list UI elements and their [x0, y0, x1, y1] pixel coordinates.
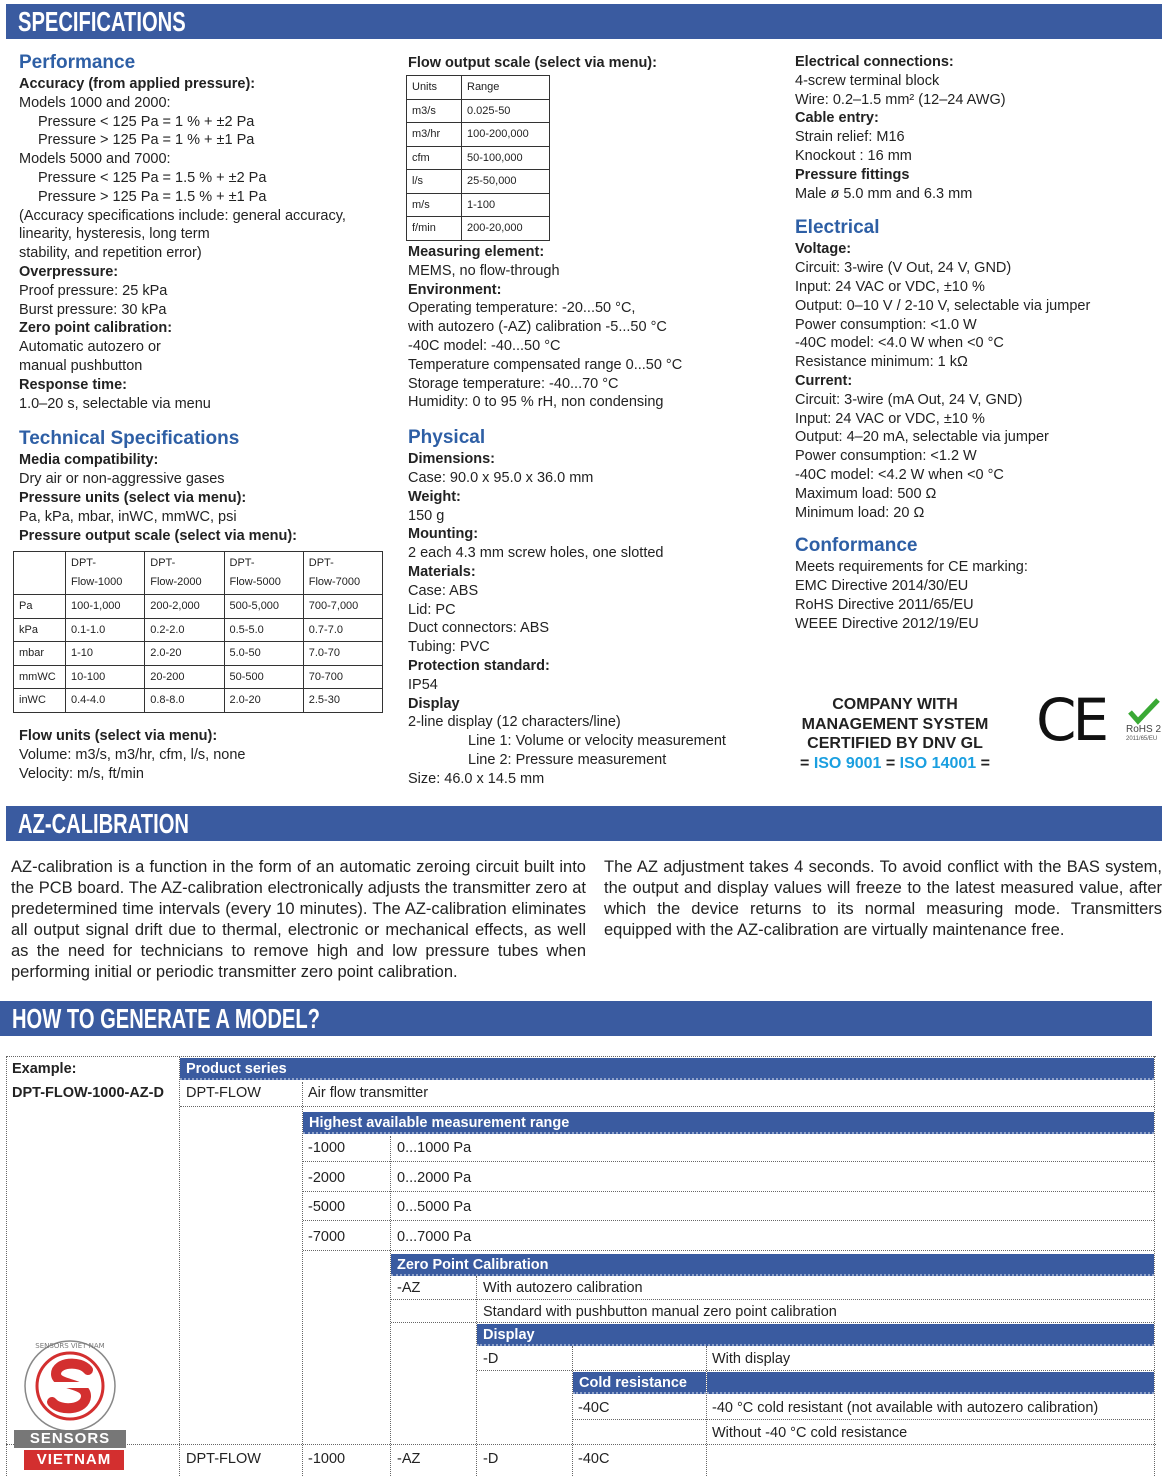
table-cell: 50-100,000 — [462, 146, 550, 170]
text: Models 1000 and 2000: — [19, 94, 171, 111]
text: Volume: m3/s, m3/hr, cfm, l/s, none — [19, 746, 246, 763]
table-row — [407, 123, 550, 147]
table-cell: 0.2-2.0 — [145, 618, 224, 642]
label-cable-entry: Cable entry: — [795, 110, 879, 127]
iso-line — [790, 754, 1000, 774]
table-cell: 2.5-30 — [303, 689, 382, 713]
table-row — [14, 665, 383, 689]
table-cell: 50-500 — [224, 665, 303, 689]
az-paragraph-right: The AZ adjustment takes 4 seconds. To avoid conflict with the BAS system, the output and display values will freeze to the latest measured value, after which the device returns to its normal measuring mode. Transmitters equipped with the AZ-calibration are virtually maintenance free. — [604, 858, 1162, 939]
text: 1.0–20 s, selectable via menu — [19, 395, 211, 412]
label-materials: Materials: — [408, 563, 476, 580]
text: Burst pressure: 30 kPa — [19, 301, 167, 318]
table-cell: 2.0-20 — [224, 689, 303, 713]
table-cell: DPT- Flow-2000 — [145, 552, 224, 595]
text: Duct connectors: ABS — [408, 620, 550, 637]
text: linearity, hysteresis, long term — [19, 226, 210, 243]
table-row — [407, 99, 550, 123]
section-banner-model: HOW TO GENERATE A MODEL? — [0, 1001, 1152, 1036]
label-electrical-connections: Electrical connections: — [795, 54, 954, 70]
text: MANAGEMENT SYSTEM — [801, 715, 989, 733]
flow-units-block — [19, 727, 389, 783]
table-cell: 100-200,000 — [462, 123, 550, 147]
zero-point-desc-1: With autozero calibration — [483, 1280, 643, 1296]
text: Automatic autozero or — [19, 339, 161, 356]
spec-column-2 — [408, 54, 778, 73]
text: = — [980, 754, 990, 772]
table-cell: 0.025-50 — [462, 99, 550, 123]
table-cell: m3/s — [407, 99, 462, 123]
final-code-display: -D — [483, 1451, 499, 1467]
text: Pa, kPa, mbar, inWC, mmWC, psi — [19, 508, 237, 525]
text: Power consumption: <1.2 W — [795, 448, 977, 465]
text: Pressure > 125 Pa = 1.5 % + ±1 Pa — [38, 188, 267, 205]
label-mounting: Mounting: — [408, 526, 479, 543]
table-cell: 25-50,000 — [462, 170, 550, 194]
table-header-row — [407, 76, 550, 100]
model-generator-table — [0, 1052, 1162, 1480]
product-series-code: DPT-FLOW — [186, 1085, 261, 1101]
table-cell: 200-20,000 — [462, 217, 550, 241]
table-row — [407, 146, 550, 170]
text: Dry air or non-aggressive gases — [19, 471, 225, 488]
table-cell: 10-100 — [66, 665, 145, 689]
label-accuracy: Accuracy (from applied pressure): — [19, 76, 256, 92]
text: Output: 4–20 mA, selectable via jumper — [795, 429, 1049, 446]
spec-column-2-body — [408, 243, 778, 789]
checkmark-icon — [1124, 696, 1162, 726]
text: Case: 90.0 x 95.0 x 36.0 mm — [408, 469, 594, 486]
text: Storage temperature: -40...70 °C — [408, 375, 619, 392]
zero-point-desc-2: Standard with pushbutton manual zero point calibration — [483, 1304, 837, 1320]
text: 150 g — [408, 507, 445, 524]
table-cell: 200-2,000 — [145, 595, 224, 619]
text: -40C model: <4.2 W when <0 °C — [795, 466, 1004, 483]
label-zero-point: Zero point calibration: — [19, 320, 173, 337]
heading-technical-specifications: Technical Specifications — [19, 428, 240, 450]
table-cell: 1-100 — [462, 193, 550, 217]
final-code-cold: -40C — [578, 1451, 610, 1467]
table-cell: 0.5-5.0 — [224, 618, 303, 642]
logo-emblem-icon — [14, 1336, 126, 1436]
iso-14001: ISO 14001 — [899, 754, 977, 772]
table-cell: mmWC — [14, 665, 66, 689]
text: Pressure > 125 Pa = 1 % + ±1 Pa — [38, 132, 255, 149]
label-pressure-fittings: Pressure fittings — [795, 166, 910, 183]
text: Meets requirements for CE marking: — [795, 559, 1028, 576]
text: RoHS Directive 2011/65/EU — [795, 596, 974, 613]
range-code: -1000 — [308, 1140, 346, 1156]
table-cell: mbar — [14, 642, 66, 666]
text: Proof pressure: 25 kPa — [19, 282, 168, 299]
pressure-output-table — [13, 551, 383, 713]
header-zero-point: Zero Point Calibration — [391, 1254, 1154, 1276]
table-cell: 7.0-70 — [303, 642, 382, 666]
label-pressure-units: Pressure units (select via menu): — [19, 489, 247, 506]
table-cell: DPT- Flow-7000 — [303, 552, 382, 595]
text: Temperature compensated range 0...50 °C — [408, 356, 683, 373]
table-cell: kPa — [14, 618, 66, 642]
text: Velocity: m/s, ft/min — [19, 765, 144, 782]
example-label: Example: — [12, 1061, 77, 1077]
table-cell: cfm — [407, 146, 462, 170]
text: Input: 24 VAC or VDC, ±10 % — [795, 410, 985, 427]
text: EMC Directive 2014/30/EU — [795, 578, 969, 595]
heading-performance: Performance — [19, 52, 136, 73]
range-code: -2000 — [308, 1169, 346, 1186]
table-row — [14, 618, 383, 642]
header-product-series: Product series — [180, 1058, 1154, 1080]
label-current: Current: — [795, 372, 853, 389]
table-cell — [14, 552, 66, 595]
label-dimensions: Dimensions: — [408, 451, 496, 468]
text: Case: ABS — [408, 582, 479, 599]
text: 4-screw terminal block — [795, 72, 940, 89]
text: -40C model: <4.0 W when <0 °C — [795, 335, 1004, 352]
iso-9001: ISO 9001 — [813, 754, 882, 772]
heading-electrical: Electrical — [795, 217, 880, 239]
table-row — [407, 170, 550, 194]
table-cell: 5.0-50 — [224, 642, 303, 666]
table-row — [407, 193, 550, 217]
text: 2 each 4.3 mm screw holes, one slotted — [408, 545, 664, 562]
label-environment: Environment: — [408, 281, 502, 298]
text: Maximum load: 500 Ω — [795, 485, 937, 502]
text: IP54 — [408, 676, 438, 693]
final-code-series: DPT-FLOW — [186, 1451, 261, 1467]
table-cell: 1-10 — [66, 642, 145, 666]
divider — [303, 1161, 1154, 1162]
zero-point-code: -AZ — [397, 1280, 421, 1296]
text: Male ø 5.0 mm and 6.3 mm — [795, 185, 973, 202]
text: Line 1: Volume or velocity measurement — [468, 733, 726, 750]
table-cell: m/s — [407, 193, 462, 217]
table-cell: 0.1-1.0 — [66, 618, 145, 642]
final-code-zero: -AZ — [397, 1451, 421, 1467]
table-row — [14, 642, 383, 666]
text: Minimum load: 20 Ω — [795, 504, 925, 521]
table-cell: Range — [462, 76, 550, 100]
label-overpressure: Overpressure: — [19, 263, 119, 280]
text: Size: 46.0 x 14.5 mm — [408, 770, 545, 787]
logo-text-sensors: SENSORS — [14, 1430, 126, 1448]
heading-conformance: Conformance — [795, 535, 918, 557]
divider — [303, 1250, 1154, 1251]
text: 2-line display (12 characters/line) — [408, 714, 621, 731]
label-pressure-output-scale: Pressure output scale (select via menu): — [19, 527, 298, 544]
cold-resistance-desc-2: Without -40 °C cold resistance — [712, 1425, 908, 1441]
text: COMPANY WITH — [832, 696, 958, 713]
divider — [303, 1220, 1154, 1221]
table-cell: 70-700 — [303, 665, 382, 689]
label-weight: Weight: — [408, 488, 461, 505]
text: RoHS 2 — [1126, 724, 1162, 735]
table-cell: Units — [407, 76, 462, 100]
range-desc: 0...2000 Pa — [397, 1169, 472, 1186]
section-banner-specifications: SPECIFICATIONS — [6, 4, 1162, 39]
text: Humidity: 0 to 95 % rH, non condensing — [408, 394, 664, 411]
range-desc: 0...1000 Pa — [397, 1140, 472, 1156]
table-cell: inWC — [14, 689, 66, 713]
text: with autozero (-AZ) calibration -5...50 °C — [408, 319, 667, 336]
header-fill — [707, 1372, 1154, 1394]
example-code: DPT-FLOW-1000-AZ-D — [12, 1085, 164, 1101]
text: Wire: 0.2–1.5 mm² (12–24 AWG) — [795, 91, 1006, 108]
text: Pressure < 125 Pa = 1 % + ±2 Pa — [38, 113, 255, 130]
label-display: Display — [408, 695, 460, 712]
range-code: -7000 — [308, 1228, 346, 1245]
heading-physical: Physical — [408, 427, 486, 449]
text: = — [800, 754, 810, 772]
ce-mark-icon: CE — [1036, 686, 1106, 754]
text: stability, and repetition error) — [19, 245, 202, 262]
display-desc: With display — [712, 1351, 791, 1367]
text: Output: 0–10 V / 2-10 V, selectable via jumper — [795, 297, 1091, 314]
section-banner-az-calibration: AZ-CALIBRATION — [6, 806, 1162, 841]
spec-column-3 — [795, 53, 1155, 634]
rohs-icon — [1124, 696, 1162, 746]
label-response-time: Response time: — [19, 376, 127, 393]
table-cell: l/s — [407, 170, 462, 194]
text: manual pushbutton — [19, 357, 143, 374]
range-code: -5000 — [308, 1199, 346, 1215]
text: Pressure < 125 Pa = 1.5 % + ±2 Pa — [38, 169, 267, 186]
text: Lid: PC — [408, 601, 456, 618]
text: Line 2: Pressure measurement — [468, 751, 667, 768]
table-cell: 100-1,000 — [66, 595, 145, 619]
text: Resistance minimum: 1 kΩ — [795, 354, 968, 371]
range-desc: 0...5000 Pa — [397, 1199, 472, 1215]
header-measurement-range: Highest available measurement range — [303, 1112, 1154, 1134]
text: (Accuracy specifications include: general accuracy, — [19, 207, 346, 224]
table-cell: Pa — [14, 595, 66, 619]
table-cell: DPT- Flow-5000 — [224, 552, 303, 595]
text: MEMS, no flow-through — [408, 262, 560, 279]
range-desc: 0...7000 Pa — [397, 1228, 472, 1245]
flow-output-table — [406, 75, 550, 241]
text: Input: 24 VAC or VDC, ±10 % — [795, 278, 985, 295]
certification-block — [790, 695, 1000, 773]
cold-resistance-desc-1: -40 °C cold resistant (not available with autozero calibration) — [712, 1400, 1099, 1416]
table-row — [407, 217, 550, 241]
table-row — [14, 689, 383, 713]
table-cell: m3/hr — [407, 123, 462, 147]
table-cell: 0.8-8.0 — [145, 689, 224, 713]
spec-column-1 — [19, 51, 389, 545]
table-cell: 500-5,000 — [224, 595, 303, 619]
label-voltage: Voltage: — [795, 241, 852, 258]
text: Knockout : 16 mm — [795, 147, 912, 164]
label-protection: Protection standard: — [408, 657, 550, 674]
final-code-range: -1000 — [308, 1451, 346, 1467]
svg-text:SENSORS VIET NAM: SENSORS VIET NAM — [35, 1342, 105, 1350]
label-measuring-element: Measuring element: — [408, 244, 545, 260]
text: Operating temperature: -20...50 °C, — [408, 300, 636, 317]
text: Power consumption: <1.0 W — [795, 316, 977, 333]
product-series-desc: Air flow transmitter — [308, 1085, 429, 1101]
text: = — [885, 754, 896, 772]
table-cell: 700-7,000 — [303, 595, 382, 619]
text: Models 5000 and 7000: — [19, 151, 171, 168]
header-cold-resistance: Cold resistance — [573, 1372, 706, 1394]
display-code: -D — [483, 1351, 499, 1367]
az-paragraph-left: AZ-calibration is a function in the form of an automatic zeroing circuit built into the PCB board. The AZ-calibration electronically adjusts the transmitter zero at predetermined time intervals (every 10 minutes). The AZ-calibration eliminates all output signal drift due to thermal, electronic or mechanical effects, as well as the need for technicians to remove high and low pressure tubes when performing initial or periodic transmitter zero point calibration. — [11, 858, 586, 981]
table-cell: 20-200 — [145, 665, 224, 689]
label-media: Media compatibility: — [19, 452, 159, 469]
text: Tubing: PVC — [408, 639, 490, 656]
table-cell: 2.0-20 — [145, 642, 224, 666]
text: Circuit: 3-wire (V Out, 24 V, GND) — [795, 260, 1012, 277]
label-flow-units: Flow units (select via menu): — [19, 728, 218, 744]
text: Circuit: 3-wire (mA Out, 24 V, GND) — [795, 391, 1023, 408]
label-flow-output-scale: Flow output scale (select via menu): — [408, 55, 657, 71]
table-cell: 0.7-7.0 — [303, 618, 382, 642]
table-cell: DPT- Flow-1000 — [66, 552, 145, 595]
header-display: Display — [477, 1324, 1154, 1346]
text: Strain relief: M16 — [795, 129, 905, 146]
table-header-row — [14, 552, 383, 595]
divider — [303, 1191, 1154, 1192]
cold-resistance-code: -40C — [578, 1400, 610, 1416]
sensors-vietnam-logo — [14, 1336, 126, 1476]
logo-text-vietnam: VIETNAM — [24, 1450, 124, 1470]
text: -40C model: -40...50 °C — [408, 337, 561, 354]
table-row — [14, 595, 383, 619]
table-cell: 0.4-4.0 — [66, 689, 145, 713]
text: 2011/65/EU — [1126, 736, 1158, 742]
table-cell: f/min — [407, 217, 462, 241]
text: WEEE Directive 2012/19/EU — [795, 615, 979, 632]
text: CERTIFIED BY DNV GL — [807, 735, 983, 752]
